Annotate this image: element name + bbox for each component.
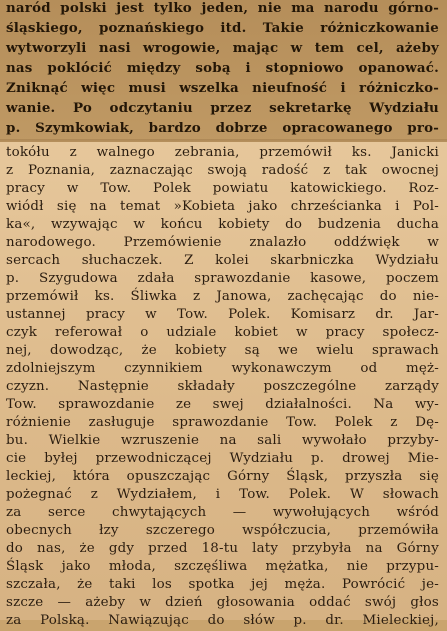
text-line: do nas, że gdy przed 18-tu laty przybyła na Górny xyxy=(6,541,439,556)
text-line: cie byłej przewodniczącej Wydziału p. drowej Mie- xyxy=(6,451,439,466)
text-line: wiódł się na temat »Kobieta jako chrześcianka i Pol- xyxy=(6,199,439,214)
text-line: p. Szygudowa zdała sprawozdanie kasowe, poczem xyxy=(6,271,439,286)
text-line: Zniknąć więc musi wszelka nieufność i różniczko- xyxy=(6,80,439,96)
text-line: z Poznania, zaznaczając swoją radość z tak owocnej xyxy=(6,163,439,178)
text-line: narodowego. Przemówienie znalazło oddźwięk w xyxy=(6,235,439,250)
text-line: wanie. Po odczytaniu przez sekretarkę Wydziału xyxy=(6,100,439,116)
text-line: pracy w Tow. Polek powiatu katowickiego. Roz- xyxy=(6,181,439,196)
text-line: tokółu z walnego zebrania, przemówił ks. Janicki xyxy=(6,145,439,160)
text-line: Śląsk jako młoda, szczęśliwa mężatka, nie przypu- xyxy=(6,559,439,574)
upper-text-fragment xyxy=(0,0,447,142)
lower-text-fragment xyxy=(0,142,447,628)
text-line: różnienie zasługuje sprawozdanie Tow. Polek z Dę- xyxy=(6,415,439,430)
text-line: obecnych łzy szczerego współczucia, przemówiła xyxy=(6,523,439,538)
text-line: za Polską. Nawiązując do słów p. dr. Mieleckiej, xyxy=(6,613,439,628)
text-line: sercach słuchaczek. Z kolei skarbniczka Wydziału xyxy=(6,253,439,268)
text-line: za serce chwytających — wywołujących wśród xyxy=(6,505,439,520)
text-line: śląskiego, poznańskiego itd. Takie różniczkowanie xyxy=(6,20,439,36)
text-line: zdolniejszym czynnikiem wykonawczym od męż- xyxy=(6,361,439,376)
text-line: leckiej, która opuszczając Górny Śląsk, przyszła się xyxy=(6,469,439,484)
text-line: wytworzyli nasi wrogowie, mając w tem cel, ażeby xyxy=(6,40,439,56)
text-line: szczała, że taki los spotka jej męża. Powrócić je- xyxy=(6,577,439,592)
text-line: bu. Wielkie wzruszenie na sali wywołało przyby- xyxy=(6,433,439,448)
text-line: Tow. sprawozdanie ze swej działalności. Na wy- xyxy=(6,397,439,412)
text-line: nas poklócić między sobą i stopniowo opanować. xyxy=(6,60,439,76)
text-line: ustannej pracy w Tow. Polek. Komisarz dr. Jar- xyxy=(6,307,439,322)
text-line: nej, dowodząc, że kobiety są we wielu sprawach xyxy=(6,343,439,358)
text-line: przemówił ks. Śliwka z Janowa, zachęcając do nie- xyxy=(6,289,439,304)
text-line: szcze — ażeby w dzień głosowania oddać swój głos xyxy=(6,595,439,610)
text-line: czyk referował o udziale kobiet w pracy społecz- xyxy=(6,325,439,340)
text-line: pożegnać z Wydziałem, i Tow. Polek. W słowach xyxy=(6,487,439,502)
text-line: naród polski jest tylko jeden, nie ma narodu górno- xyxy=(6,0,439,16)
text-line: czyzn. Następnie składały poszczególne zarządy xyxy=(6,379,439,394)
text-line: ka«, wzywając w końcu kobiety do budzenia ducha xyxy=(6,217,439,232)
text-line: p. Szymkowiak, bardzo dobrze opracowanego pro- xyxy=(6,120,439,136)
